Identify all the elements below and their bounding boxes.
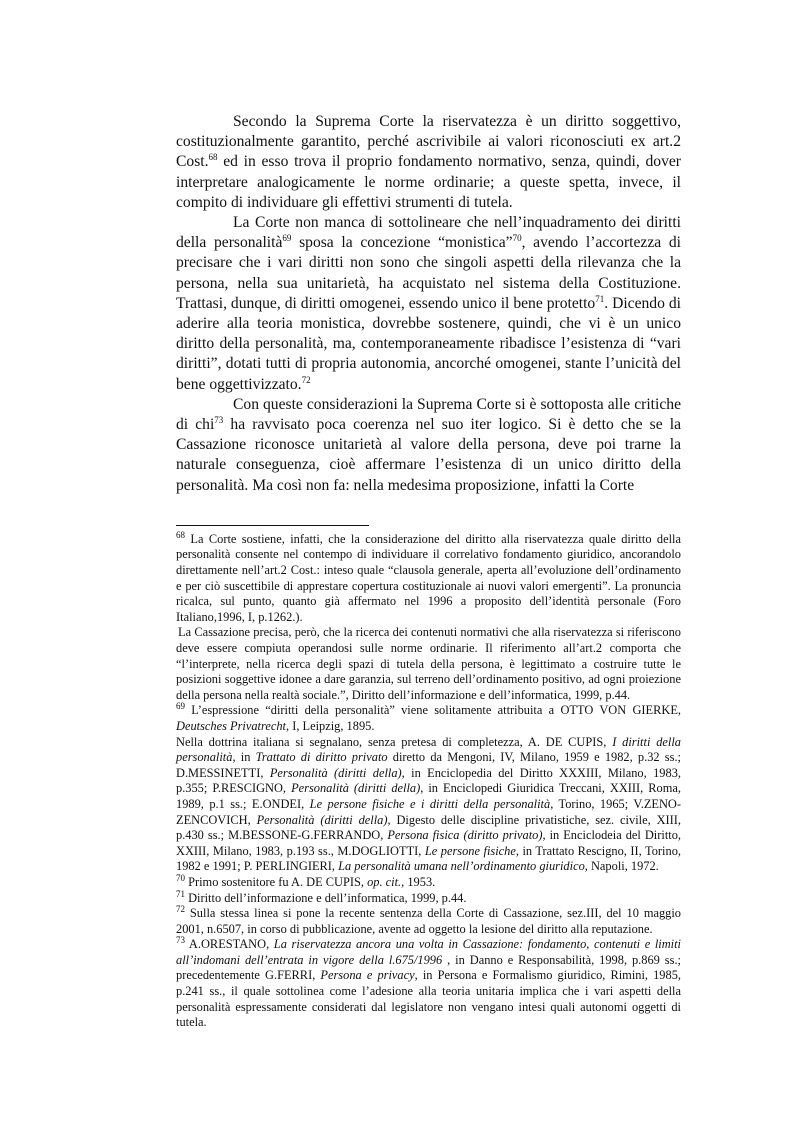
footnote-68: $^{68}$ La Corte sostiene, infatti, che la considerazione del diritto alla riservatezza quale diritto della personalità consente nel contempo di individuare il correlativo fondamento giuridico, ancorandolo direttamente nell’art.2 Cost.: inteso quale “clausola generale, aperta all’evoluzione dell’ordinamento e per ciò suscettibile di apprestare copertura costituzionale ai nuovi valori emergenti”. La pronuncia ricalca, sul punto, quanto già affermato nel 1996 a proposito dell’identità personale (Foro Italiano,1996, I, p.1262.).: [176, 529, 681, 624]
footnote-ref-71[interactable]: 71: [595, 293, 605, 304]
footnote-68-continued: La Cassazione precisa, però, che la ricerca dei contenuti normativi che alla riservatezza si riferiscono deve essere compiuta operandosi sulle norme ordinarie. Il riferimento all’art.2 comporta che “l’interprete, nella ricerca degli spazi di tutela della persona, è legittimato a costruire tutte le posizioni soggettive idonee a dare garanzia, sul terreno dell’ordinamento positivo, ad ogni proiezione della persona nella realtà sociale.”, Diritto dell’informazione e dell’informatica, 1999, p.44.: [176, 625, 681, 702]
footnote-71: $^{71}$ Diritto dell’informazione e dell’informatica, 1999, p.44.: [176, 888, 467, 905]
body-text: [176, 112, 681, 496]
footnote-ref-70[interactable]: 70: [512, 233, 522, 244]
footnote-69-continued: Nella dottrina italiana si segnalano, senza pretesa di completezza, A. DE CUPIS, I diritti della personalità, in Trattato di diritto privato diretto da Mengoni, IV, Milano, 1959 e 1982, p.32 ss.; D.MESSINETTI, Personalità (diritti della), in Enciclopedia del Diritto XXXIII, Milano, 1983, p.355; P.RESCIGNO, Personalità (diritti della), in Enciclopedi Giuridica Treccani, XXIII, Roma, 1989, p.1 ss.; E.ONDEI, Le persone fisiche e i diritti della personalità, Torino, 1965; V.ZENO-ZENCOVICH, Personalità (diritti della), Digesto delle discipline privatistiche, sez. civile, XIII, p.430 ss.; M.BESSONE-G.FERRANDO, Persona fisica (diritto privato), in Enciclodeia del Diritto, XXIII, Milano, 1983, p.193 ss., M.DOGLIOTTI, Le persone fisiche, in Trattato Rescigno, II, Torino, 1982 e 1991; P. PERLINGIERI, La personalità umana nell’ordinamento giuridico, Napoli, 1972.: [176, 734, 682, 874]
footnote-70: $^{70}$ Primo sostenitore fu A. DE CUPIS, op. cit., 1953.: [176, 872, 436, 889]
footnotes: [176, 529, 682, 1031]
page: [176, 112, 681, 1031]
footnote-73: $^{73}$ A.ORESTANO, La riservatezza ancora una volta in Cassazione: fondamento, contenuti e limiti all’indomani dell’entrata in vigore della l.675/1996 , in Danno e Responsabilità, 1998, p.869 ss.; precedentemente G.FERRI, Persona e privacy, in Persona e Formalismo giuridico, Rimini, 1985, p.241 ss., il quale sottolinea come l’adesione alla teoria unitaria implica che i vari aspetti della personalità espressamente considerati dal legislatore non vengano intesi quali autonomi oggetti di tutela.: [176, 935, 682, 1030]
footnote-ref-68[interactable]: 68: [208, 152, 218, 163]
footnote-separator: [176, 525, 369, 526]
footnote-72: $^{72}$ Sulla stessa linea si pone la recente sentenza della Corte di Cassazione, sez.III, del 10 maggio 2001, n.6507, in corso di pubblicazione, avente ad oggetto la lesione del diritto alla reputazione.: [176, 903, 681, 936]
footnote-ref-69[interactable]: 69: [282, 233, 292, 244]
footnote-ref-72[interactable]: 72: [301, 374, 311, 385]
paragraph-2: La Corte non manca di sottolineare che nell’inquadramento dei diritti della personalità$^{69}$ sposa la concezione “monistica”$^{70}$, avendo l’accortezza di precisare che i vari diritti non sono che singoli aspetti della rilevanza che la persona, nella sua unitarietà, ha acquistato nel sistema della Costituzione. Trattasi, dunque, di diritti omogenei, essendo unico il bene protetto$^{71}$. Dicendo di aderire alla teoria monistica, dovrebbe sostenere, quindi, che vi è un unico diritto della personalità, ma, contemporaneamente ribadisce l’esistenza di “vari diritti”, dotati tutti di propria autonomia, ancorché omogenei, stante l’unicità del bene oggettivizzato.$^{72}$: [176, 214, 681, 393]
footnote-69: $^{69}$ L’espressione “diritti della personalità” viene solitamente attribuita a OTTO VON GIERKE, Deutsches Privatrecht, I, Leipzig, 1895.: [176, 701, 681, 733]
footnote-ref-73[interactable]: 73: [214, 414, 224, 425]
paragraph-1: Secondo la Suprema Corte la riservatezza è un diritto soggettivo, costituzionalmente garantito, perché ascrivibile ai valori riconosciuti ex art.2 Cost.$^{68}$ ed in esso trova il proprio fondamento normativo, senza, quindi, dover interpretare analogicamente le norme ordinarie; a queste spetta, invece, il compito di individuare gli effettivi strumenti di tutela.: [176, 113, 681, 211]
paragraph-3: Con queste considerazioni la Suprema Corte si è sottoposta alle critiche di chi$^{73}$ ha ravvisato poca coerenza nel suo iter logico. Si è detto che se la Cassazione riconosce unitarietà al valore della persona, deve poi trarne la naturale conseguenza, cioè affermare l’esistenza di un unico diritto della personalità. Ma così non fa: nella medesima proposizione, infatti la Corte: [176, 395, 681, 494]
